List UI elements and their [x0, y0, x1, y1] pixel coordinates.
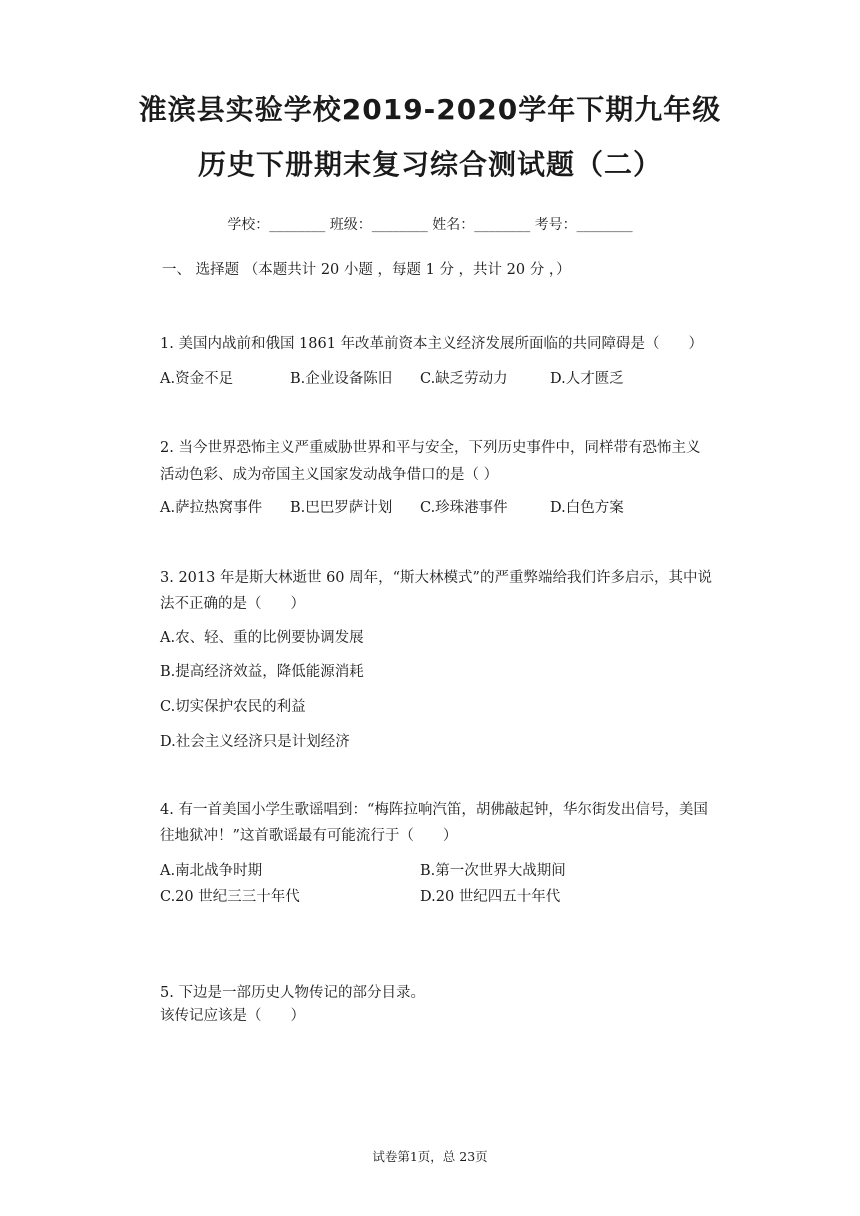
question-2-stem-line-1: 2. 当今世界恐怖主义严重威胁世界和平与安全，下列历史事件中，同样带有恐怖主义 [160, 440, 701, 456]
question-4-option-c: C.20 世纪三三十年代 [160, 889, 300, 905]
question-3-option-d: D.社会主义经济只是计划经济 [160, 734, 350, 750]
question-3-option-c: C.切实保护农民的利益 [160, 699, 306, 715]
exam-title-line-1: 淮滨县实验学校2019-2020学年下期九年级 [138, 93, 722, 126]
question-3-stem-line-1: 3. 2013 年是斯大林逝世 60 周年，“斯大林模式”的严重弊端给我们许多启示，其中说 [160, 570, 712, 586]
question-2-option-b: B.巴巴罗萨计划 [290, 500, 393, 516]
exam-title-line-2: 历史下册期末复习综合测试题（二） [197, 148, 662, 181]
question-3-stem-line-2: 法不正确的是（ ） [160, 596, 305, 612]
question-4-option-a: A.南北战争时期 [160, 863, 263, 879]
student-info-line: 学校：________ 班级：________ 姓名：________ 考号：________ [227, 217, 633, 233]
question-5-stem-line-2: 该传记应该是（ ） [160, 1008, 305, 1024]
question-4-stem-line-1: 4. 有一首美国小学生歌谣唱到：“梅阵拉响汽笛，胡佛敲起钟，华尔街发出信号，美国 [160, 802, 708, 818]
question-2-option-a: A.萨拉热窝事件 [160, 500, 263, 516]
section-heading: 一、 选择题 （本题共计 20 小题 ，每题 1 分 ，共计 20 分 ，） [162, 262, 571, 278]
question-1-option-a: A.资金不足 [160, 371, 234, 387]
question-3-option-a: A.农、轻、重的比例要协调发展 [160, 630, 364, 646]
question-1-stem: 1. 美国内战前和俄国 1861 年改革前资本主义经济发展所面临的共同障碍是（ ） [160, 336, 704, 352]
question-4-stem-line-2: 往地狱冲！”这首歌谣最有可能流行于（ ） [160, 828, 458, 844]
question-1-option-b: B.企业设备陈旧 [290, 371, 393, 387]
question-1-option-d: D.人才匮乏 [550, 371, 624, 387]
question-2-option-d: D.白色方案 [550, 500, 624, 516]
question-5-stem-line-1: 5. 下边是一部历史人物传记的部分目录。 [160, 985, 425, 1001]
question-3-option-b: B.提高经济效益，降低能源消耗 [160, 664, 364, 680]
question-2-stem-line-2: 活动色彩、成为帝国主义国家发动战争借口的是（ ） [160, 467, 499, 483]
question-1-option-c: C.缺乏劳动力 [420, 371, 508, 387]
question-2-option-c: C.珍珠港事件 [420, 500, 508, 516]
question-4-option-d: D.20 世纪四五十年代 [420, 889, 561, 905]
question-4-option-b: B.第一次世界大战期间 [420, 863, 566, 879]
page-footer: 试卷第1页，总 23页 [372, 1149, 488, 1164]
